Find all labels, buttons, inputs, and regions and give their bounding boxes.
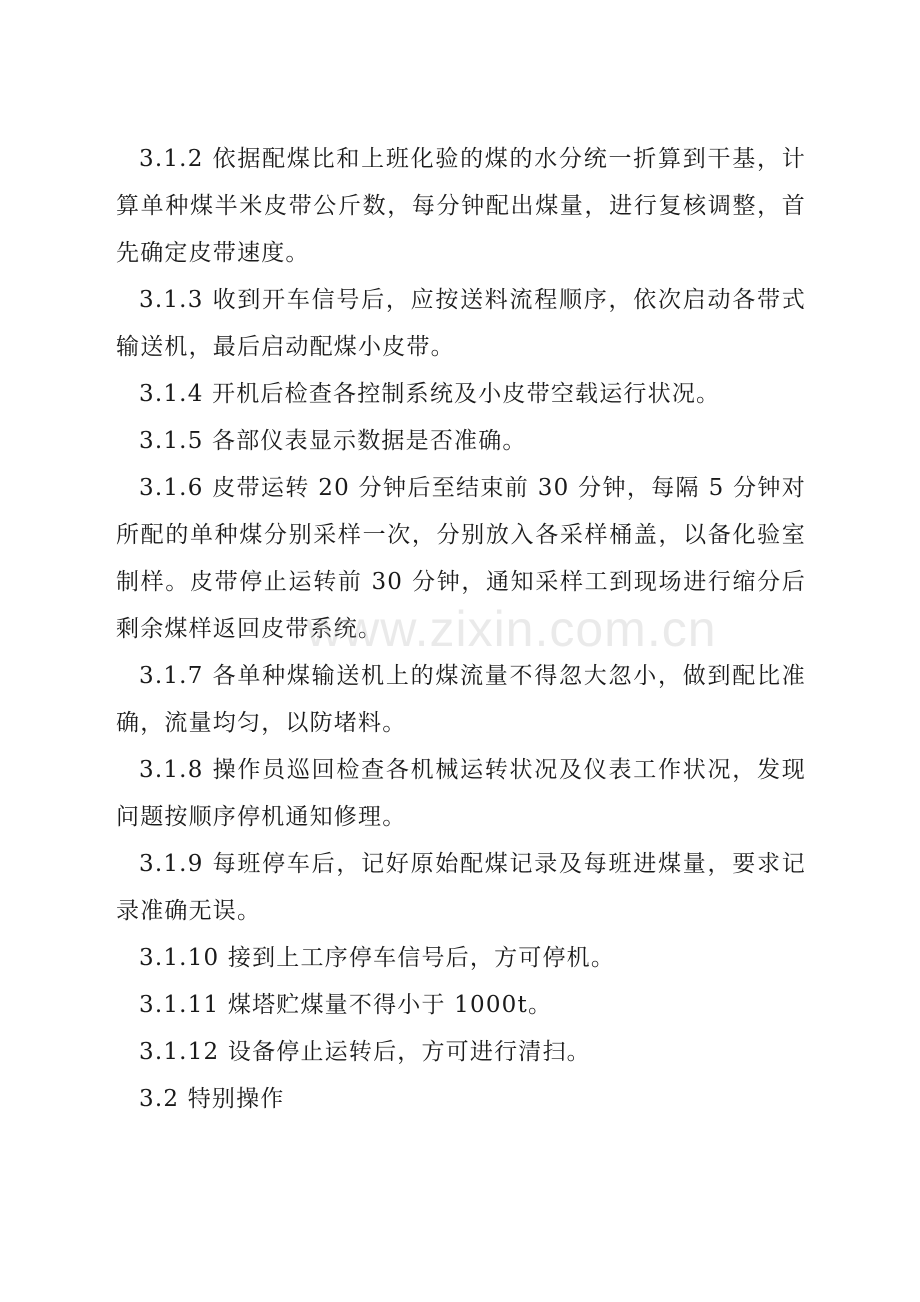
paragraph-3-1-12: 3.1.12 设备停止运转后，方可进行清扫。: [139, 1039, 591, 1065]
paragraph-3-1-6: 3.1.6 皮带运转 20 分钟后至结束前 30 分钟，每隔 5 分钟对所配的单种煤分别采样一次，分别放入各采样桶盖，以备化验室制样。皮带停止运转前 30 分钟，通知采样工到现场进行缩分后剩余煤样返回皮带系统。: [116, 475, 806, 642]
document-body: [116, 136, 806, 1123]
paragraph-3-1-9: 3.1.9 每班停车后，记好原始配煤记录及每班进煤量，要求记录准确无误。: [116, 851, 806, 924]
paragraph-3-1-3: 3.1.3 收到开车信号后，应按送料流程顺序，依次启动各带式输送机，最后启动配煤小皮带。: [116, 287, 806, 360]
paragraph-3-1-10: 3.1.10 接到上工序停车信号后，方可停机。: [139, 945, 616, 971]
section-heading-3-2: 3.2 特别操作: [139, 1086, 285, 1112]
paragraph-3-1-2: 3.1.2 依据配煤比和上班化验的煤的水分统一折算到干基，计算单种煤半米皮带公斤数，每分钟配出煤量，进行复核调整，首先确定皮带速度。: [116, 146, 806, 266]
paragraph-3-1-7: 3.1.7 各单种煤输送机上的煤流量不得忽大忽小，做到配比准确，流量均匀，以防堵料。: [116, 663, 806, 736]
watermark: www.zixin.com.cn: [306, 601, 717, 657]
paragraph-3-1-8: 3.1.8 操作员巡回检查各机械运转状况及仪表工作状况，发现问题按顺序停机通知修理。: [116, 757, 806, 830]
paragraph-3-1-11: 3.1.11 煤塔贮煤量不得小于 1000t。: [139, 992, 553, 1018]
paragraph-3-1-5: 3.1.5 各部仪表显示数据是否准确。: [139, 428, 527, 454]
paragraph-3-1-4: 3.1.4 开机后检查各控制系统及小皮带空载运行状况。: [139, 381, 721, 407]
